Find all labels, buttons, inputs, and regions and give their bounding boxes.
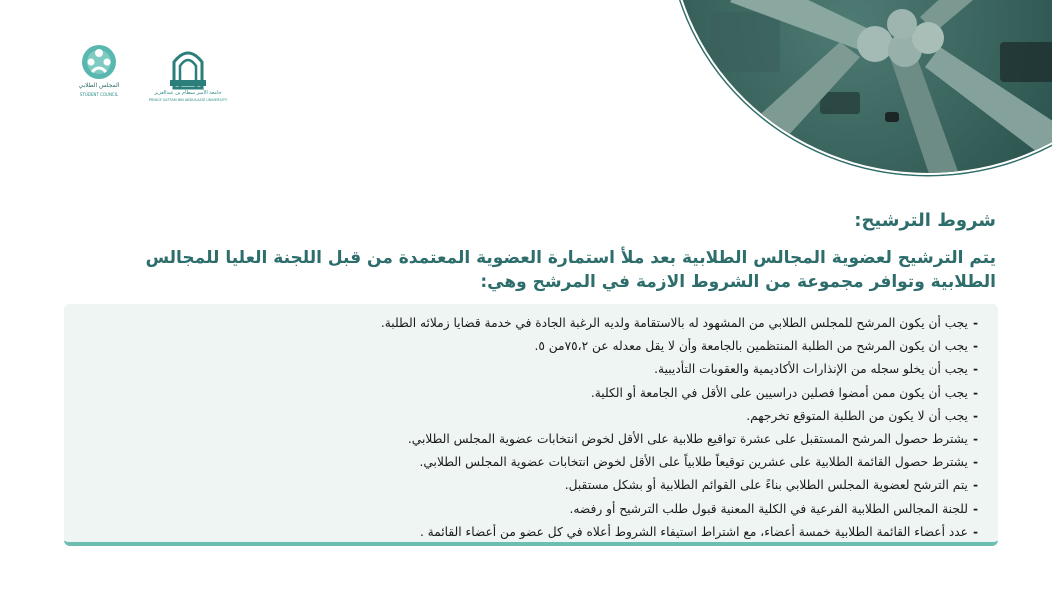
conditions-list [381, 312, 978, 544]
bullet-dash: - [972, 339, 978, 354]
condition-item [381, 521, 978, 544]
condition-item [381, 358, 978, 381]
conditions-box [64, 304, 998, 546]
condition-text: عدد أعضاء القائمة الطلابية خمسة أعضاء، مع اشتراط استيفاء الشروط أعلاه في كل عضو من أعضاء القائمة . [419, 524, 968, 539]
condition-text: يجب أن يكون ممن أمضوا فصلين دراسيين على الأقل في الجامعة أو الكلية. [590, 385, 968, 400]
condition-item [381, 428, 978, 451]
bullet-dash: - [972, 524, 978, 539]
bullet-dash: - [972, 362, 978, 377]
university-logo [148, 44, 228, 106]
university-logo-text: جامعة الأمير سطام بن عبدالعزيز [154, 90, 222, 96]
condition-text: يشترط حصول القائمة الطلابية على عشرين توقيعاً طلابياً على الأقل لخوض انتخابات عضوية المجلس الطلابي. [419, 455, 968, 470]
condition-text: يجب ان يكون المرشح من الطلبة المنتظمين بالجامعة وأن لا يقل معدله عن ٧٥،٢من ٥. [534, 339, 968, 354]
condition-text: يجب أن لا يكون من الطلبة المتوقع تخرجهم. [746, 408, 968, 423]
condition-item [381, 335, 978, 358]
condition-text: للجنة المجالس الطلابية الفرعية في الكلية المعنية قبول طلب الترشيح أو رفضه. [569, 501, 968, 516]
condition-item [381, 451, 978, 474]
condition-item [381, 498, 978, 521]
hero-photo [668, 0, 1052, 175]
intro-paragraph: يتم الترشيح لعضوية المجالس الطلابية بعد ملأ استمارة العضوية المعتمدة من قبل اللجنة العليا للمجالس الطلابية وتوافر مجموعة من الشروط الازمة في المرشح وهي: [145, 248, 996, 292]
university-logo-subtext: PRINCE SATTAM BIN ABDULAZIZ UNIVERSITY [148, 98, 228, 102]
bullet-dash: - [972, 408, 978, 423]
condition-item [381, 405, 978, 428]
bullet-dash: - [972, 316, 978, 330]
condition-item [381, 312, 978, 335]
bullet-dash: - [972, 432, 978, 447]
condition-text: يشترط حصول المرشح المستقبل على عشرة تواقيع طلابية على الأقل لخوض انتخابات عضوية المجلس الطلابي. [407, 432, 968, 447]
council-logo-text: المجلس الطلابي [78, 82, 120, 89]
condition-text: يتم الترشح لعضوية المجلس الطلابي بناءً على القوائم الطلابية أو بشكل مستقبل. [564, 478, 968, 493]
condition-text: يجب أن يكون المرشح للمجلس الطلابي من المشهود له بالاستقامة ولديه الرغبة الجادة في خدمة قضايا زملائه الطلبة. [380, 316, 968, 330]
condition-item [381, 382, 978, 405]
bullet-dash: - [972, 385, 978, 400]
bullet-dash: - [972, 455, 978, 470]
council-logo-subtext: STUDENT COUNCIL [79, 92, 119, 97]
hands-photo-illustration [670, 0, 1052, 175]
university-emblem-icon [148, 44, 228, 90]
condition-text: يجب أن يخلو سجله من الإنذارات الأكاديمية والعقوبات التأديبية. [654, 362, 968, 377]
bullet-dash: - [972, 501, 978, 516]
condition-item [381, 474, 978, 497]
bullet-dash: - [972, 478, 978, 493]
student-council-logo [62, 42, 136, 108]
section-title: شروط الترشيح: [854, 210, 996, 231]
